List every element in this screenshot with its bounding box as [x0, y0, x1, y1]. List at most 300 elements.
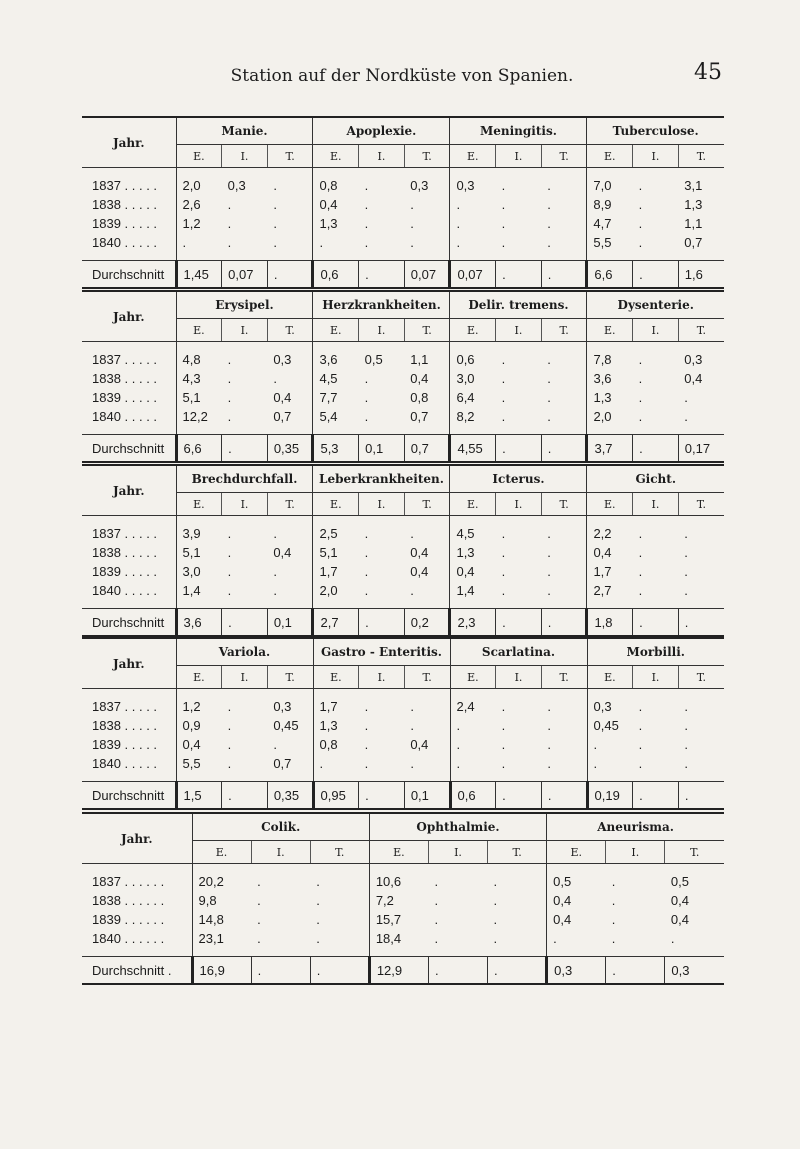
data-cell: 5,1: [176, 388, 222, 407]
data-cell: 0,4: [670, 893, 689, 908]
mortality-table-1: [82, 116, 724, 289]
average-cell: 0,6: [313, 261, 359, 289]
data-cell: .: [450, 716, 496, 735]
data-cell: 0,5: [670, 874, 689, 889]
data-cell: .: [684, 526, 688, 541]
data-cell: 0,8: [313, 735, 359, 754]
data-cell: .: [257, 874, 261, 889]
data-cell: 3,6: [313, 342, 359, 370]
data-cell: .: [684, 390, 688, 405]
data-cell: .: [227, 526, 232, 541]
data-cell: .: [638, 409, 643, 424]
data-cell: .: [547, 235, 551, 250]
data-cell: 0,9: [176, 716, 222, 735]
data-cell: .: [273, 526, 277, 541]
average-cell: .: [678, 782, 724, 810]
average-cell: .: [488, 957, 547, 985]
data-cell: .: [684, 699, 688, 714]
data-cell: .: [501, 564, 506, 579]
average-label: Durchschnitt: [82, 435, 176, 463]
sub-column-header: T.: [267, 666, 313, 689]
sub-column-header: I.: [222, 666, 268, 689]
average-row: [82, 957, 724, 985]
disease-group-header: Delir. tremens.: [450, 291, 587, 319]
data-cell: 23,1: [192, 929, 251, 957]
data-cell: .: [273, 564, 277, 579]
data-cell: 1,3: [313, 214, 359, 233]
average-cell: 0,19: [587, 782, 633, 810]
data-cell: .: [273, 583, 277, 598]
year-label: 1839 . . . . . .: [92, 912, 165, 927]
data-cell: 0,3: [587, 689, 633, 717]
disease-group-header: Variola.: [176, 638, 313, 666]
data-cell: .: [410, 216, 414, 231]
table-row: [82, 168, 724, 196]
data-cell: .: [638, 526, 643, 541]
average-cell: 0,6: [450, 782, 496, 810]
data-cell: 1,3: [450, 543, 496, 562]
data-cell: .: [501, 545, 506, 560]
data-cell: .: [364, 545, 369, 560]
mortality-table-4: [82, 637, 724, 810]
sub-column-header: I.: [222, 493, 268, 516]
data-cell: .: [501, 371, 506, 386]
year-label: 1840 . . . . .: [92, 583, 158, 598]
data-cell: .: [316, 912, 320, 927]
year-label: 1838 . . . . . .: [92, 893, 165, 908]
average-cell: .: [310, 957, 369, 985]
data-cell: .: [227, 718, 232, 733]
data-cell: 8,9: [587, 195, 633, 214]
running-title: Station auf der Nordküste von Spanien.: [230, 66, 574, 86]
sub-column-header: I.: [359, 319, 405, 342]
table-row: [82, 929, 724, 957]
table-row: [82, 689, 724, 717]
data-cell: .: [547, 178, 551, 193]
year-label: 1838 . . . . .: [92, 718, 158, 733]
data-cell: 4,5: [450, 516, 496, 544]
data-cell: .: [501, 390, 506, 405]
sub-column-header: I.: [496, 145, 542, 168]
table-row: [82, 516, 724, 544]
disease-group-header: Gicht.: [587, 465, 724, 493]
data-cell: .: [638, 216, 643, 231]
data-cell: 1,7: [313, 689, 359, 717]
average-cell: 0,1: [359, 435, 405, 463]
data-cell: .: [313, 233, 359, 261]
data-cell: .: [257, 893, 261, 908]
data-cell: .: [611, 912, 616, 927]
table-row: [82, 388, 724, 407]
data-cell: .: [638, 545, 643, 560]
sub-column-header: I.: [222, 319, 268, 342]
average-cell: .: [496, 782, 542, 810]
data-cell: .: [227, 737, 232, 752]
average-cell: 6,6: [587, 261, 633, 289]
page-number: 45: [694, 60, 722, 85]
average-cell: 0,2: [404, 609, 450, 637]
table-row: [82, 910, 724, 929]
average-cell: .: [267, 261, 313, 289]
data-cell: .: [273, 235, 277, 250]
sub-column-header: T.: [267, 319, 313, 342]
data-cell: .: [501, 409, 506, 424]
data-cell: .: [364, 178, 369, 193]
data-cell: .: [364, 371, 369, 386]
data-cell: 0,4: [273, 390, 292, 405]
data-cell: 1,4: [450, 581, 496, 609]
data-cell: .: [364, 526, 369, 541]
sub-column-header: T.: [404, 493, 450, 516]
sub-column-header: I.: [496, 319, 542, 342]
data-cell: .: [587, 735, 633, 754]
average-cell: .: [633, 261, 679, 289]
data-cell: 0,8: [313, 168, 359, 196]
data-cell: 14,8: [192, 910, 251, 929]
data-cell: .: [684, 756, 688, 771]
average-cell: .: [541, 782, 587, 810]
data-cell: 1,3: [313, 716, 359, 735]
data-cell: .: [638, 718, 643, 733]
average-cell: 16,9: [192, 957, 251, 985]
data-cell: .: [273, 197, 277, 212]
average-cell: .: [633, 782, 679, 810]
sub-column-header: T.: [541, 666, 587, 689]
data-cell: 1,2: [176, 214, 222, 233]
sub-column-header: T.: [404, 666, 450, 689]
average-cell: 6,6: [176, 435, 222, 463]
sub-column-header: E.: [176, 493, 222, 516]
sub-column-header: I.: [496, 493, 542, 516]
data-cell: .: [547, 929, 606, 957]
disease-group-header: Icterus.: [450, 465, 587, 493]
data-cell: 0,5: [547, 864, 606, 892]
sub-column-header: E.: [313, 666, 359, 689]
table-row: [82, 407, 724, 435]
disease-group-header: Brechdurchfall.: [176, 465, 313, 493]
sub-column-header: T.: [310, 841, 369, 864]
sub-column-header: T.: [404, 145, 450, 168]
average-cell: .: [541, 435, 587, 463]
sub-column-header: E.: [450, 666, 496, 689]
average-cell: 1,45: [176, 261, 222, 289]
disease-group-header: Dysenterie.: [587, 291, 724, 319]
data-cell: .: [227, 583, 232, 598]
data-cell: .: [227, 216, 232, 231]
data-cell: .: [364, 583, 369, 598]
data-cell: 1,4: [176, 581, 222, 609]
data-cell: 0,4: [670, 912, 689, 927]
average-cell: 0,95: [313, 782, 359, 810]
sub-column-header: I.: [359, 493, 405, 516]
data-cell: .: [638, 699, 643, 714]
data-cell: .: [364, 197, 369, 212]
data-cell: .: [547, 699, 551, 714]
data-cell: .: [501, 526, 506, 541]
jahr-header: Jahr.: [82, 638, 176, 689]
sub-column-header: I.: [359, 145, 405, 168]
mortality-table-2: [82, 290, 724, 463]
data-cell: 1,2: [176, 689, 222, 717]
data-cell: .: [450, 754, 496, 782]
data-cell: .: [638, 390, 643, 405]
data-cell: .: [227, 235, 232, 250]
data-cell: 3,0: [176, 562, 222, 581]
year-label: 1840 . . . . .: [92, 235, 158, 250]
sub-column-header: T.: [678, 145, 724, 168]
average-cell: .: [251, 957, 310, 985]
data-cell: 0,3: [273, 352, 292, 367]
average-cell: 0,7: [404, 435, 450, 463]
data-cell: .: [364, 699, 369, 714]
data-cell: .: [684, 737, 688, 752]
data-cell: .: [547, 216, 551, 231]
data-cell: .: [273, 737, 277, 752]
average-cell: .: [496, 609, 542, 637]
data-cell: 0,3: [227, 178, 246, 193]
data-cell: .: [450, 735, 496, 754]
average-cell: .: [222, 609, 268, 637]
data-cell: .: [638, 756, 643, 771]
data-cell: 3,6: [587, 369, 633, 388]
data-cell: 3,1: [684, 178, 703, 193]
data-cell: 0,5: [364, 352, 383, 367]
page-header: [82, 60, 722, 100]
average-cell: 0,3: [665, 957, 724, 985]
jahr-header: Jahr.: [82, 291, 176, 342]
sub-column-header: E.: [313, 493, 359, 516]
data-cell: .: [547, 545, 551, 560]
data-cell: .: [684, 718, 688, 733]
average-cell: 1,5: [176, 782, 222, 810]
data-cell: 1,3: [684, 197, 703, 212]
sub-column-header: E.: [587, 666, 633, 689]
data-cell: .: [547, 526, 551, 541]
average-cell: 0,3: [547, 957, 606, 985]
data-cell: .: [316, 893, 320, 908]
average-cell: .: [359, 609, 405, 637]
disease-group-header: Scarlatina.: [450, 638, 587, 666]
sub-column-header: I.: [606, 841, 665, 864]
data-cell: .: [316, 931, 320, 946]
sub-column-header: T.: [267, 145, 313, 168]
sub-column-header: I.: [633, 493, 679, 516]
data-cell: .: [364, 216, 369, 231]
sub-column-header: T.: [678, 493, 724, 516]
sub-column-header: T.: [404, 319, 450, 342]
data-cell: 2,4: [450, 689, 496, 717]
average-cell: 1,8: [587, 609, 633, 637]
year-label: 1838 . . . . .: [92, 545, 158, 560]
year-label: 1838 . . . . .: [92, 197, 158, 212]
sub-column-header: E.: [547, 841, 606, 864]
data-cell: 0,4: [450, 562, 496, 581]
average-label: Durchschnitt: [82, 609, 176, 637]
average-cell: .: [222, 435, 268, 463]
data-cell: 9,8: [192, 891, 251, 910]
data-cell: .: [227, 390, 232, 405]
data-cell: .: [227, 756, 232, 771]
average-cell: 0,35: [267, 435, 313, 463]
data-cell: 2,0: [313, 581, 359, 609]
sub-column-header: I.: [633, 319, 679, 342]
data-cell: 0,7: [410, 409, 429, 424]
data-cell: .: [364, 718, 369, 733]
data-cell: .: [547, 564, 551, 579]
data-cell: .: [273, 371, 277, 386]
data-cell: 0,4: [547, 910, 606, 929]
data-cell: .: [501, 235, 506, 250]
data-cell: .: [638, 352, 643, 367]
average-cell: .: [633, 609, 679, 637]
sub-column-header: E.: [450, 493, 496, 516]
disease-group-header: Tuberculose.: [587, 117, 724, 145]
data-cell: .: [364, 409, 369, 424]
data-cell: .: [547, 371, 551, 386]
data-cell: .: [638, 583, 643, 598]
average-cell: .: [633, 435, 679, 463]
data-cell: 0,4: [410, 564, 429, 579]
data-cell: 0,45: [587, 716, 633, 735]
data-cell: 2,6: [176, 195, 222, 214]
average-row: [82, 782, 724, 810]
data-cell: .: [684, 583, 688, 598]
sub-column-header: T.: [541, 319, 587, 342]
data-cell: 8,2: [450, 407, 496, 435]
table-row: [82, 233, 724, 261]
average-cell: 0,35: [267, 782, 313, 810]
year-label: 1837 . . . . .: [92, 352, 158, 367]
data-cell: .: [410, 583, 414, 598]
data-cell: 3,0: [450, 369, 496, 388]
data-cell: .: [450, 233, 496, 261]
data-cell: 0,4: [410, 737, 429, 752]
sub-column-header: T.: [541, 493, 587, 516]
year-label: 1837 . . . . .: [92, 178, 158, 193]
table-row: [82, 581, 724, 609]
data-cell: .: [450, 214, 496, 233]
data-cell: 1,1: [684, 216, 703, 231]
data-cell: .: [501, 197, 506, 212]
sub-column-header: T.: [678, 666, 724, 689]
data-cell: .: [638, 178, 643, 193]
sub-column-header: E.: [176, 666, 222, 689]
sub-column-header: T.: [678, 319, 724, 342]
sub-column-header: I.: [251, 841, 310, 864]
data-cell: 0,4: [410, 371, 429, 386]
data-cell: 7,2: [369, 891, 428, 910]
data-cell: .: [227, 197, 232, 212]
sub-column-header: T.: [267, 493, 313, 516]
data-cell: 0,6: [450, 342, 496, 370]
data-cell: .: [501, 583, 506, 598]
data-cell: 0,7: [273, 409, 292, 424]
data-cell: .: [547, 583, 551, 598]
data-cell: .: [501, 718, 506, 733]
sub-column-header: E.: [369, 841, 428, 864]
average-cell: .: [678, 609, 724, 637]
sub-column-header: T.: [665, 841, 724, 864]
average-row: [82, 609, 724, 637]
data-cell: 7,0: [587, 168, 633, 196]
data-cell: .: [638, 371, 643, 386]
data-cell: 0,7: [273, 756, 292, 771]
data-cell: .: [176, 233, 222, 261]
average-row: [82, 261, 724, 289]
data-cell: 0,45: [273, 718, 299, 733]
table-row: [82, 735, 724, 754]
disease-group-header: Meningitis.: [450, 117, 587, 145]
sub-column-header: I.: [496, 666, 542, 689]
data-cell: .: [501, 216, 506, 231]
data-cell: .: [364, 390, 369, 405]
data-cell: .: [410, 756, 414, 771]
data-cell: .: [410, 197, 414, 212]
disease-group-header: Erysipel.: [176, 291, 313, 319]
data-cell: 0,4: [587, 543, 633, 562]
data-cell: .: [547, 197, 551, 212]
average-cell: .: [359, 261, 405, 289]
data-cell: 2,2: [587, 516, 633, 544]
data-cell: 10,6: [369, 864, 428, 892]
average-row: [82, 435, 724, 463]
data-cell: 0,4: [547, 891, 606, 910]
sub-column-header: I.: [359, 666, 405, 689]
data-cell: 0,4: [410, 545, 429, 560]
data-cell: 6,4: [450, 388, 496, 407]
average-label: Durchschnitt: [82, 261, 176, 289]
sub-column-header: E.: [176, 319, 222, 342]
data-cell: .: [227, 352, 232, 367]
table-row: [82, 195, 724, 214]
data-cell: 18,4: [369, 929, 428, 957]
data-cell: .: [273, 216, 277, 231]
data-cell: 1,1: [410, 352, 429, 367]
data-cell: .: [364, 235, 369, 250]
average-cell: 0,07: [450, 261, 496, 289]
data-cell: 3,9: [176, 516, 222, 544]
data-cell: .: [547, 409, 551, 424]
sub-column-header: E.: [450, 145, 496, 168]
table-row: [82, 369, 724, 388]
data-cell: .: [434, 874, 439, 889]
year-label: 1839 . . . . .: [92, 390, 158, 405]
data-cell: .: [450, 195, 496, 214]
average-cell: .: [359, 782, 405, 810]
mortality-table-5: [82, 812, 724, 985]
data-cell: .: [611, 931, 616, 946]
data-cell: .: [547, 718, 551, 733]
data-cell: .: [501, 178, 506, 193]
data-cell: .: [313, 754, 359, 782]
disease-group-header: Herzkrankheiten.: [313, 291, 450, 319]
average-label: Durchschnitt .: [82, 957, 192, 985]
sub-column-header: I.: [633, 666, 679, 689]
sub-column-header: E.: [450, 319, 496, 342]
data-cell: .: [364, 564, 369, 579]
sub-column-header: E.: [313, 145, 359, 168]
data-cell: 7,7: [313, 388, 359, 407]
average-cell: 2,7: [313, 609, 359, 637]
average-cell: 3,7: [587, 435, 633, 463]
sub-column-header: T.: [488, 841, 547, 864]
data-cell: .: [611, 893, 616, 908]
data-cell: .: [410, 699, 414, 714]
average-cell: 0,17: [678, 435, 724, 463]
average-cell: .: [541, 609, 587, 637]
year-label: 1837 . . . . .: [92, 526, 158, 541]
data-cell: .: [227, 409, 232, 424]
